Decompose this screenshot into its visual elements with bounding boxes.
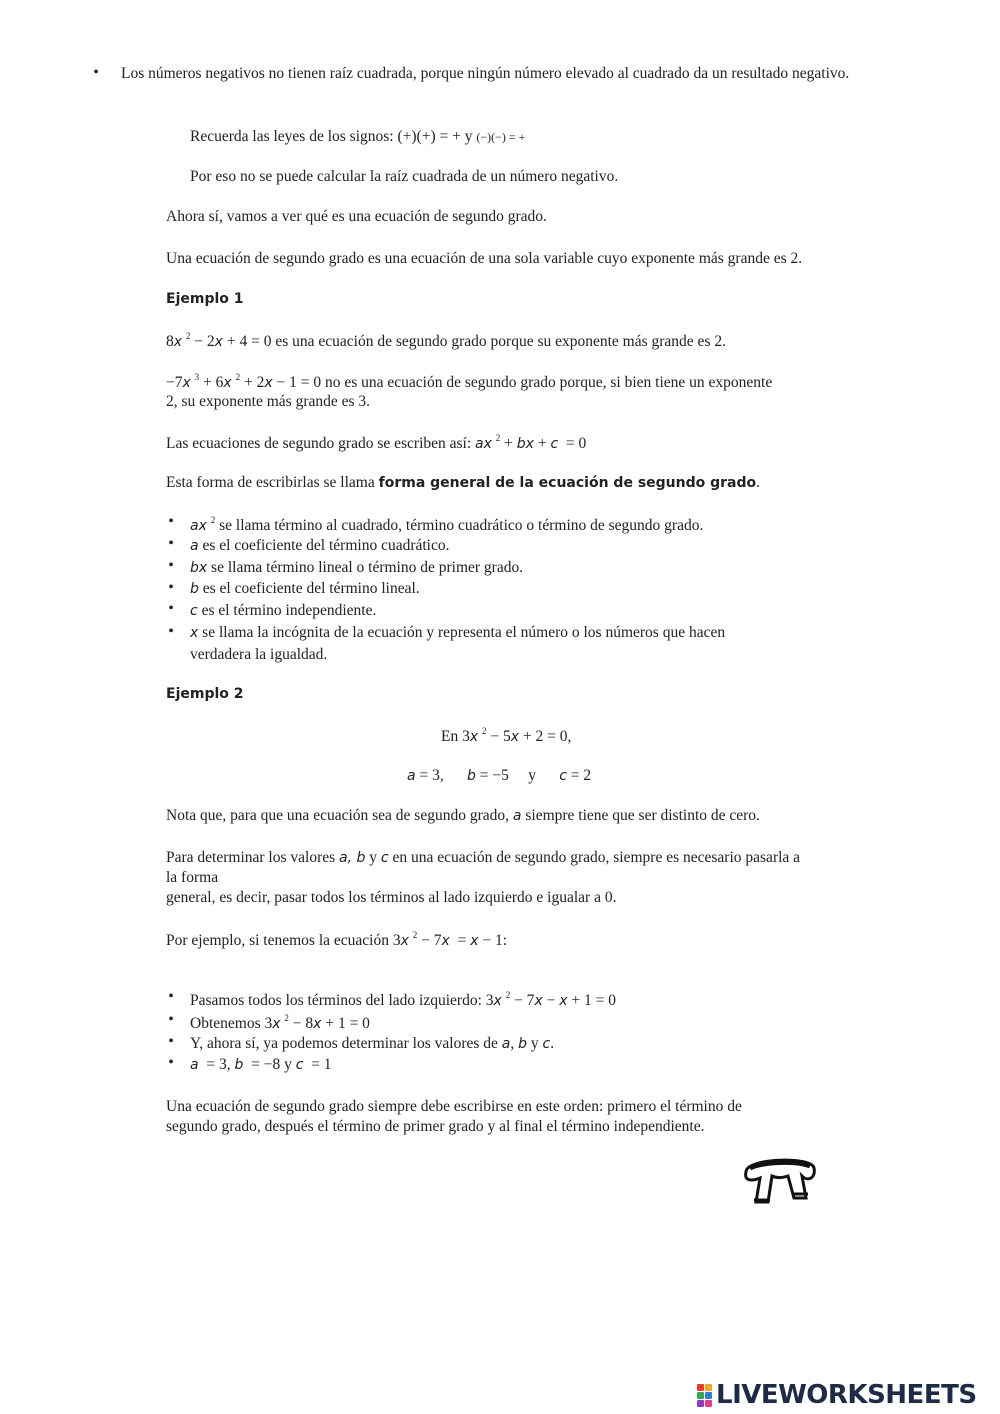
determine-line2: la forma: [166, 869, 219, 886]
example2-heading: Ejemplo 2: [166, 686, 244, 702]
term-ax2: ax $^2$ se llama término al cuadrado, término cuadrático o término de segundo grado.: [190, 515, 704, 534]
closing-line2: segundo grado, después el término de primer grado y al final el término independiente.: [166, 1118, 705, 1135]
term-x: x se llama la incógnita de la ecuación y representa el número o los números que hacen: [190, 624, 726, 641]
example2-values: a = 3, b = −5 y c = 2: [407, 767, 592, 784]
bullet-icon: [166, 579, 176, 597]
bullet-icon: [166, 1011, 176, 1029]
bullet-icon: [166, 1033, 176, 1051]
term-b: b es el coeficiente del término lineal.: [190, 580, 420, 597]
example1-heading: Ejemplo 1: [166, 291, 244, 307]
bullet-icon: [166, 623, 176, 641]
bullet-icon: [166, 513, 176, 531]
liveworksheets-logo-text: LIVEWORKSHEETS: [716, 1380, 977, 1410]
signs-rule: Recuerda las leyes de los signos: (+)(+) = + y (−)(−) = +: [190, 128, 526, 145]
bullet-icon: [166, 988, 176, 1006]
bullet-icon: [166, 1054, 176, 1072]
general-form-name: Esta forma de escribirlas se llama forma general de la ecuación de segundo grado.: [166, 474, 761, 491]
definition-paragraph: Una ecuación de segundo grado es una ecuación de una sola variable cuyo exponente más grande es 2.: [166, 250, 803, 267]
term-x-cont: verdadera la igualdad.: [190, 646, 328, 663]
liveworksheets-logo: [697, 1381, 977, 1409]
note-paragraph: Nota que, para que una ecuación sea de segundo grado, a siempre tiene que ser distinto de cero.: [166, 807, 760, 824]
closing-line1: Una ecuación de segundo grado siempre debe escribirse en este orden: primero el término de: [166, 1098, 742, 1115]
term-a: a es el coeficiente del término cuadrático.: [190, 537, 450, 554]
for-example-line: Por ejemplo, si tenemos la ecuación 3x $^2$ − 7x = x − 1:: [166, 930, 508, 949]
determine-line1: Para determinar los valores a, b y c en una ecuación de segundo grado, siempre es necesario pasarla a: [166, 849, 801, 866]
bullet-icon: [166, 600, 176, 618]
bullet-icon: [166, 557, 176, 575]
liveworksheets-logo-icon: [697, 1384, 712, 1407]
step-2: Obtenemos 3x $^2$ − 8x + 1 = 0: [190, 1013, 370, 1032]
step-1: Pasamos todos los términos del lado izquierdo: 3x $^2$ − 7x − x + 1 = 0: [190, 990, 617, 1009]
bullet-icon: [166, 535, 176, 553]
determine-line3: general, es decir, pasar todos los términos al lado izquierdo e igualar a 0.: [166, 889, 617, 906]
bullet-icon: [91, 64, 101, 82]
step-4: a = 3, b = −8 y c = 1: [190, 1056, 332, 1073]
general-form-line: Las ecuaciones de segundo grado se escriben así: ax $^2$ + bx + c = 0: [166, 433, 587, 452]
example1-line2: −7x $^3$ + 6x $^2$ + 2x − 1 = 0 no es una ecuación de segundo grado porque, si bien tiene un exponente: [166, 372, 773, 391]
step-3: Y, ahora sí, ya podemos determinar los valores de a, b y c.: [190, 1035, 555, 1052]
drawing-icon: [742, 1154, 818, 1208]
intro-text: Los números negativos no tienen raíz cuadrada, porque ningún número elevado al cuadrado da un resultado negativo.: [121, 65, 850, 82]
no-root-text: Por eso no se puede calcular la raíz cuadrada de un número negativo.: [190, 168, 619, 185]
example2-equation: En 3x $^2$ − 5x + 2 = 0,: [441, 726, 572, 745]
term-c: c es el término independiente.: [190, 602, 377, 619]
term-bx: bx se llama término lineal o término de primer grado.: [190, 559, 524, 576]
example1-line2-cont: 2, su exponente más grande es 3.: [166, 393, 371, 410]
example1-line1: 8x $^2$ − 2x + 4 = 0 es una ecuación de segundo grado porque su exponente más grande es 2.: [166, 331, 726, 350]
intro-paragraph: Ahora sí, vamos a ver qué es una ecuación de segundo grado.: [166, 208, 547, 225]
